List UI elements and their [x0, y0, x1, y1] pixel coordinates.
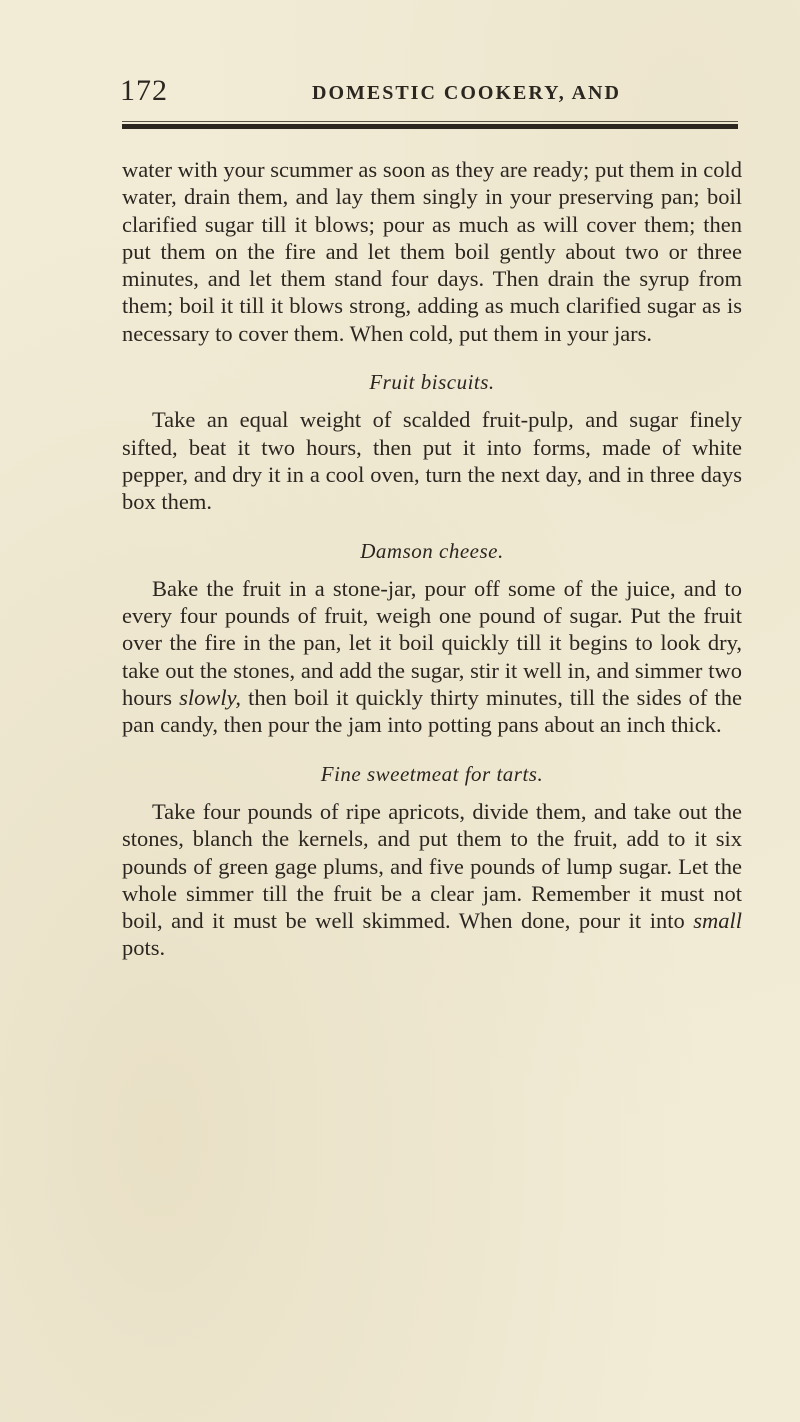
recipe-title-fruit-biscuits: Fruit biscuits. — [369, 370, 495, 395]
continued-paragraph: water with your scummer as soon as they are ready; put them in cold water, drain them, and lay them singly in your preserving pan; boil clarified sugar till it blows; pour as much as will cover them; then put them on the fire and let them boil gently about two or three minutes, and let them stand four days. Then drain the syrup from them; boil it till it blows strong, adding as much clarified sugar as is necessary to cover them. When cold, put them in your jars. — [122, 157, 742, 346]
recipe-title-damson-cheese: Damson cheese. — [360, 538, 504, 563]
recipe-text-fine-sweetmeat-part1: Take four pounds of ripe apricots, divide them, and take out the stones, blanch the kernels, and put them to the fruit, add to it six pounds of green gage plums, and five pounds of lump sugar. Let the whole simmer till the fruit be a clear jam. Remember it must not boil, and it must be well skimmed. When done, pour it into — [122, 798, 742, 934]
running-head — [120, 74, 740, 108]
recipe-text-fine-sweetmeat-emphasis: small — [693, 908, 742, 934]
header-rule-thin — [122, 121, 738, 122]
recipe-text-fine-sweetmeat-part2: pots. — [122, 935, 166, 961]
header-rule — [122, 124, 738, 129]
recipe-text-damson-cheese-part2: then boil it quickly thirty minutes, till the sides of the pan candy, then pour the jam into potting pans about an inch thick. — [122, 685, 743, 738]
recipe-text-damson-cheese-emphasis: slowly, — [179, 685, 241, 711]
body-text — [122, 156, 742, 962]
recipe-text-damson-cheese-part1: Bake the fruit in a stone-jar, pour off some of the juice, and to every four pounds of fruit, weigh one pound of sugar. Put the fruit over the fire in the pan, let it boil quickly till it begins to look dry, take out the stones, and add the sugar, stir it well in, and simmer two hours — [122, 575, 742, 711]
recipe-text-fine-sweetmeat — [122, 798, 742, 962]
page-number: 172 — [120, 74, 168, 107]
recipe-title-fine-sweetmeat: Fine sweetmeat for tarts. — [320, 761, 544, 786]
recipe-text-fruit-biscuits: Take an equal weight of scalded fruit-pulp, and sugar finely sifted, beat it two hours, then put it into forms, made of white pepper, and dry it in a cool oven, turn the next day, and in three days box them. — [122, 407, 742, 515]
running-title: DOMESTIC COOKERY, AND — [312, 82, 621, 104]
recipe-text-damson-cheese — [122, 575, 742, 739]
